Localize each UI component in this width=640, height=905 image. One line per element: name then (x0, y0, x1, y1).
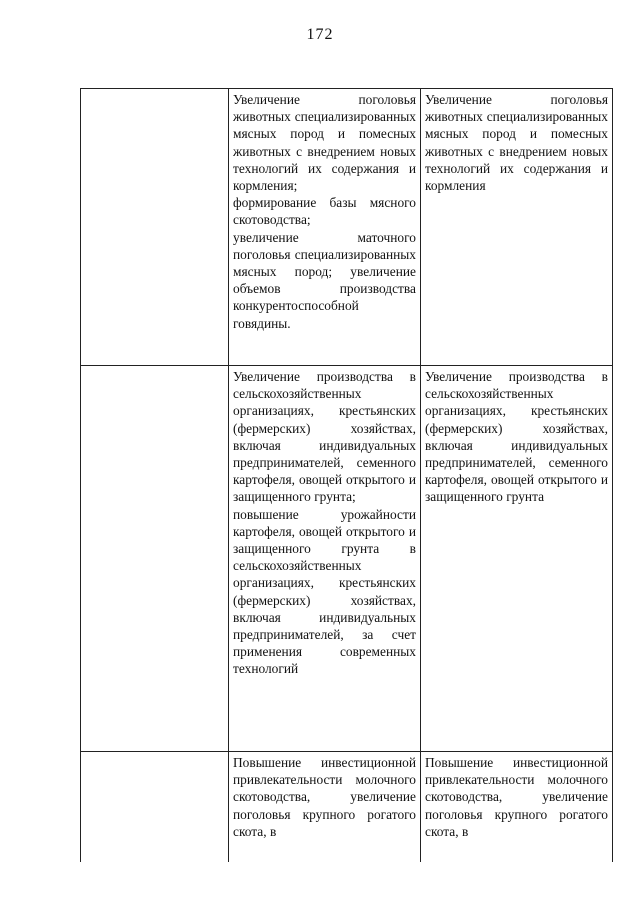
table-cell-results (421, 89, 613, 366)
cell-paragraph: Повышение инвестиционной привлекательности молочного скотоводства, увеличение поголовья крупного рогатого скота, в (233, 755, 416, 839)
document-table (80, 88, 613, 862)
table-row (81, 89, 613, 366)
table-cell-measures (229, 752, 421, 862)
table-cell-measures (229, 89, 421, 366)
cell-paragraph: Увеличение производства в сельскохозяйственных организациях, крестьянских (фермерских) хозяйствах, включая индивидуальных предпринимателей, семенного картофеля, овощей открытого и защищенного грунта (425, 369, 608, 505)
page-number: 172 (306, 26, 334, 43)
cell-paragraph: формирование базы мясного скотоводства; (233, 195, 416, 228)
cell-paragraph: повышение урожайности картофеля, овощей открытого и защищенного грунта в сельскохозяйственных организациях, крестьянских (фермерских) хозяйствах, включая индивидуальных предпринимателей, за счет применения современных технологий (233, 506, 416, 677)
cell-paragraph: Увеличение производства в сельскохозяйственных организациях, крестьянских (фермерских) хозяйствах, включая индивидуальных предпринимателей, семенного картофеля, овощей открытого и защищенного грунта; (233, 369, 416, 505)
cell-paragraph: Увеличение поголовья животных специализированных мясных пород и помесных животных с внедрением новых технологий их содержания и кормления (425, 92, 608, 194)
table-row (81, 366, 613, 752)
cell-paragraph: Повышение инвестиционной привлекательности молочного скотоводства, увеличение поголовья крупного рогатого скота, в (425, 755, 608, 839)
table-cell-empty (81, 366, 229, 752)
table-cell-empty (81, 752, 229, 862)
table-cell-empty (81, 89, 229, 366)
cell-paragraph: Увеличение поголовья животных специализированных мясных пород и помесных животных с внедрением новых технологий их содержания и кормления; (233, 92, 416, 194)
table-cell-measures (229, 366, 421, 752)
cell-paragraph: увеличение маточного поголовья специализированных мясных пород; увеличение объемов производства конкурентоспособной говядины. (233, 229, 416, 331)
table-cell-results (421, 366, 613, 752)
table-row (81, 752, 613, 862)
table-cell-results (421, 752, 613, 862)
